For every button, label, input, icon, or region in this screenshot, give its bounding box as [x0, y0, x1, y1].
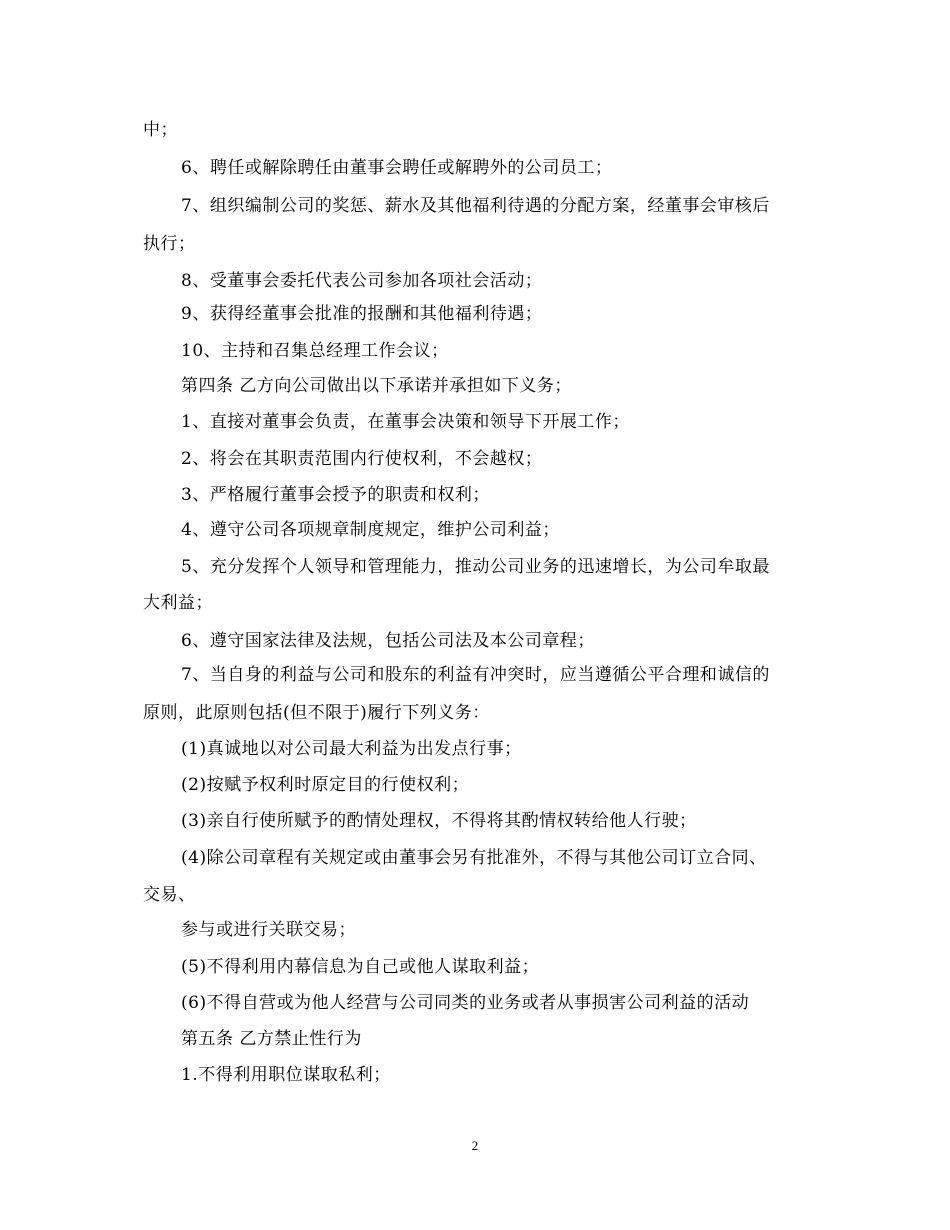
section-heading: 第五条 乙方禁止性行为 — [181, 1029, 362, 1049]
text-line: 5、充分发挥个人领导和管理能力，推动公司业务的迅速增长，为公司牟取最 — [181, 557, 770, 577]
section-heading: 第四条 乙方向公司做出以下承诺并承担如下义务； — [181, 376, 572, 396]
text-line: 10、主持和召集总经理工作会议； — [181, 341, 449, 361]
text-line: 7、组织编制公司的奖惩、薪水及其他福利待遇的分配方案，经董事会审核后 — [181, 196, 770, 216]
text-line: 4、遵守公司各项规章制度规定，维护公司利益； — [181, 520, 560, 540]
text-line: 8、受董事会委托代表公司参加各项社会活动； — [181, 271, 543, 291]
text-line: (5)不得利用内幕信息为自己或他人谋取利益； — [181, 957, 540, 977]
text-line: 7、当自身的利益与公司和股东的利益有冲突时，应当遵循公平合理和诚信的 — [181, 665, 770, 685]
text-line: (1)真诚地以对公司最大利益为出发点行事； — [181, 739, 522, 759]
text-line: 2、将会在其职责范围内行使权利，不会越权； — [181, 449, 543, 469]
text-line: 中； — [143, 120, 178, 140]
text-line: 6、遵守国家法律及法规，包括公司法及本公司章程； — [181, 631, 595, 651]
text-line: 参与或进行关联交易； — [181, 920, 356, 940]
text-line: 6、聘任或解除聘任由董事会聘任或解聘外的公司员工； — [181, 158, 613, 178]
text-line: (3)亲自行使所赋予的酌情处理权，不得将其酌情权转给他人行驶； — [181, 811, 697, 831]
text-line: 3、严格履行董事会授予的职责和权利； — [181, 485, 490, 505]
text-line: 交易、 — [143, 885, 196, 905]
text-line: 大利益； — [143, 593, 213, 613]
text-line: 执行； — [143, 234, 196, 254]
text-line: (6)不得自营或为他人经营与公司同类的业务或者从事损害公司利益的活动 — [181, 993, 750, 1013]
text-line: 1、直接对董事会负责，在董事会决策和领导下开展工作； — [181, 412, 630, 432]
text-line: 原则，此原则包括(但不限于)履行下列义务： — [143, 703, 490, 723]
text-line: 1.不得利用职位谋取私利； — [181, 1065, 391, 1085]
page-number: 2 — [471, 1138, 479, 1153]
text-line: (4)除公司章程有关规定或由董事会另有批准外，不得与其他公司订立合同、 — [181, 848, 767, 868]
text-line: 9、获得经董事会批准的报酬和其他福利待遇； — [181, 304, 543, 324]
text-line: (2)按赋予权利时原定目的行使权利； — [181, 775, 470, 795]
